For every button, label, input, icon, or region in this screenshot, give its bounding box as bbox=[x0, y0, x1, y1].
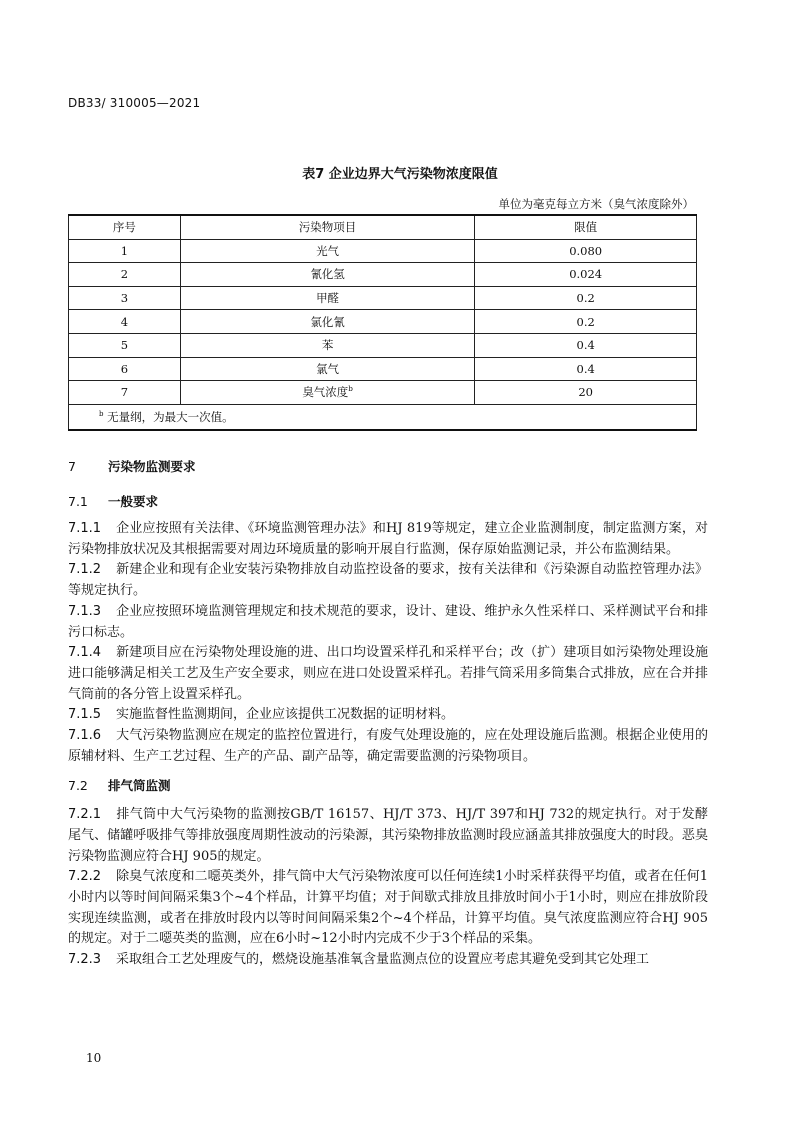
section-title: 污染物监测要求 bbox=[108, 459, 196, 474]
table-unit-note: 单位为毫克每立方米（臭气浓度除外） bbox=[498, 197, 694, 211]
clause-7-2-3 bbox=[68, 950, 708, 971]
clause-number: 7.2.2 bbox=[68, 869, 102, 885]
cell-pollutant: 光气 bbox=[180, 239, 475, 263]
clause-text: 采取组合工艺处理废气的，燃烧设施基准氧含量监测点位的设置应考虑其避免受到其它处理工 bbox=[116, 952, 650, 968]
section-number: 7 bbox=[68, 459, 76, 474]
footnote-reference: b bbox=[348, 385, 353, 394]
table-row bbox=[69, 357, 697, 381]
cell-index: 1 bbox=[69, 239, 181, 263]
cell-index: 5 bbox=[69, 333, 181, 357]
clause-number: 7.1.3 bbox=[68, 603, 102, 619]
clause-text: 新建项目应在污染物处理设施的进、出口均设置采样孔和采样平台；改（扩）建项目如污染物处理设施进口能够满足相关工艺及生产安全要求，则应在进口处设置采样孔。若排气筒采用多筒集合式排放，应在合并排气筒前的各分管上设置采样孔。 bbox=[68, 645, 708, 702]
cell-limit: 0.2 bbox=[475, 286, 697, 310]
section-title: 一般要求 bbox=[108, 494, 159, 509]
clause-text: 新建企业和现有企业安装污染物排放自动监控设备的要求，按有关法律和《污染源自动监控管理办法》等规定执行。 bbox=[68, 562, 708, 599]
clause-7-1-2 bbox=[68, 560, 708, 601]
clause-text: 企业应按照有关法律、《环境监测管理办法》和HJ 819等规定，建立企业监测制度，制定监测方案，对污染物排放状况及其根据需要对周边环境质量的影响开展自行监测，保存原始监测记录，并公布监测结果。 bbox=[68, 521, 708, 557]
table-row bbox=[69, 381, 697, 405]
clause-7-1-5 bbox=[68, 705, 708, 726]
cell-limit: 0.2 bbox=[475, 310, 697, 334]
section-number: 7.2 bbox=[68, 778, 88, 794]
clause-text: 大气污染物监测应在规定的监控位置进行，有废气处理设施的，应在处理设施后监测。根据企业使用的原辅材料、生产工艺过程、生产的产品、副产品等，确定需要监测的污染物项目。 bbox=[68, 728, 708, 764]
table-row bbox=[69, 239, 697, 263]
clause-text: 排气筒中大气污染物的监测按GB/T 16157、HJ/T 373、HJ/T 397和HJ 732的规定执行。对于发酵尾气、储罐呼吸排气等排放强度周期性波动的污染源，其污染物排放监测时段应涵盖其排放强度大的时段。恶臭污染物监测应符合HJ 905的规定。 bbox=[68, 807, 708, 864]
cell-limit: 0.080 bbox=[475, 239, 697, 263]
table-footnote-row bbox=[69, 404, 697, 430]
table-title: 表7 企业边界大气污染物浓度限值 bbox=[302, 167, 498, 182]
cell-index: 6 bbox=[69, 357, 181, 381]
table-header-row bbox=[69, 215, 697, 239]
clause-number: 7.1.5 bbox=[68, 707, 102, 723]
footnote-mark: b bbox=[99, 409, 104, 418]
clause-text: 除臭气浓度和二噁英类外，排气筒中大气污染物浓度可以任何连续1小时采样获得平均值，或者在任何1小时内以等时间间隔采集3个~4个样品，计算平均值；对于间歇式排放且排放时间小于1小时，则应在排放阶段实现连续监测，或者在排放时段内以等时间间隔采集2个~4个样品，计算平均值。臭气浓度监测应符合HJ 905的规定。对于二噁英类的监测，应在6小时~12小时内完成不少于3个样品的采集。 bbox=[68, 869, 708, 947]
section-body bbox=[68, 519, 708, 971]
limits-table bbox=[68, 214, 697, 431]
clause-7-1-3 bbox=[68, 602, 708, 643]
clause-7-2-2 bbox=[68, 867, 708, 950]
column-header-limit: 限值 bbox=[475, 215, 697, 239]
column-header-index: 序号 bbox=[69, 215, 181, 239]
document-id: DB33/ 310005—2021 bbox=[68, 96, 201, 110]
section-heading-7-2 bbox=[68, 776, 708, 797]
clause-number: 7.2.3 bbox=[68, 952, 102, 968]
cell-pollutant: 氯化氰 bbox=[180, 310, 475, 334]
clause-text: 实施监督性监测期间，企业应该提供工况数据的证明材料。 bbox=[116, 707, 455, 723]
clause-text: 企业应按照环境监测管理规定和技术规范的要求，设计、建设、维护永久性采样口、采样测试平台和排污口标志。 bbox=[68, 603, 708, 640]
clause-7-1-4 bbox=[68, 643, 708, 705]
clause-7-1-6 bbox=[68, 726, 708, 767]
clause-number: 7.1.2 bbox=[68, 562, 102, 578]
cell-pollutant bbox=[180, 381, 475, 405]
table-footnote bbox=[69, 404, 697, 430]
clause-number: 7.1.1 bbox=[68, 521, 102, 536]
table-row bbox=[69, 286, 697, 310]
cell-limit: 0.024 bbox=[475, 263, 697, 287]
cell-pollutant: 苯 bbox=[180, 333, 475, 357]
pollutant-name: 臭气浓度 bbox=[302, 385, 349, 400]
cell-limit: 0.4 bbox=[475, 333, 697, 357]
page-number: 10 bbox=[86, 1051, 102, 1065]
footnote-text: 无量纲，为最大一次值。 bbox=[107, 409, 234, 424]
table-row bbox=[69, 333, 697, 357]
clause-number: 7.2.1 bbox=[68, 807, 102, 823]
column-header-pollutant: 污染物项目 bbox=[180, 215, 475, 239]
cell-index: 7 bbox=[69, 381, 181, 405]
clause-7-1-1 bbox=[68, 519, 708, 560]
section-number: 7.1 bbox=[68, 494, 88, 509]
table-row bbox=[69, 263, 697, 287]
cell-limit: 0.4 bbox=[475, 357, 697, 381]
cell-index: 4 bbox=[69, 310, 181, 334]
section-heading-7-1 bbox=[68, 492, 158, 510]
section-title: 排气筒监测 bbox=[108, 778, 171, 794]
cell-index: 3 bbox=[69, 286, 181, 310]
clause-7-2-1 bbox=[68, 805, 708, 867]
cell-index: 2 bbox=[69, 263, 181, 287]
clause-number: 7.1.6 bbox=[68, 728, 102, 744]
section-heading-7 bbox=[68, 457, 196, 475]
clause-number: 7.1.4 bbox=[68, 645, 102, 661]
cell-pollutant: 氯气 bbox=[180, 357, 475, 381]
cell-limit: 20 bbox=[475, 381, 697, 405]
cell-pollutant: 甲醛 bbox=[180, 286, 475, 310]
cell-pollutant: 氰化氢 bbox=[180, 263, 475, 287]
table-row bbox=[69, 310, 697, 334]
